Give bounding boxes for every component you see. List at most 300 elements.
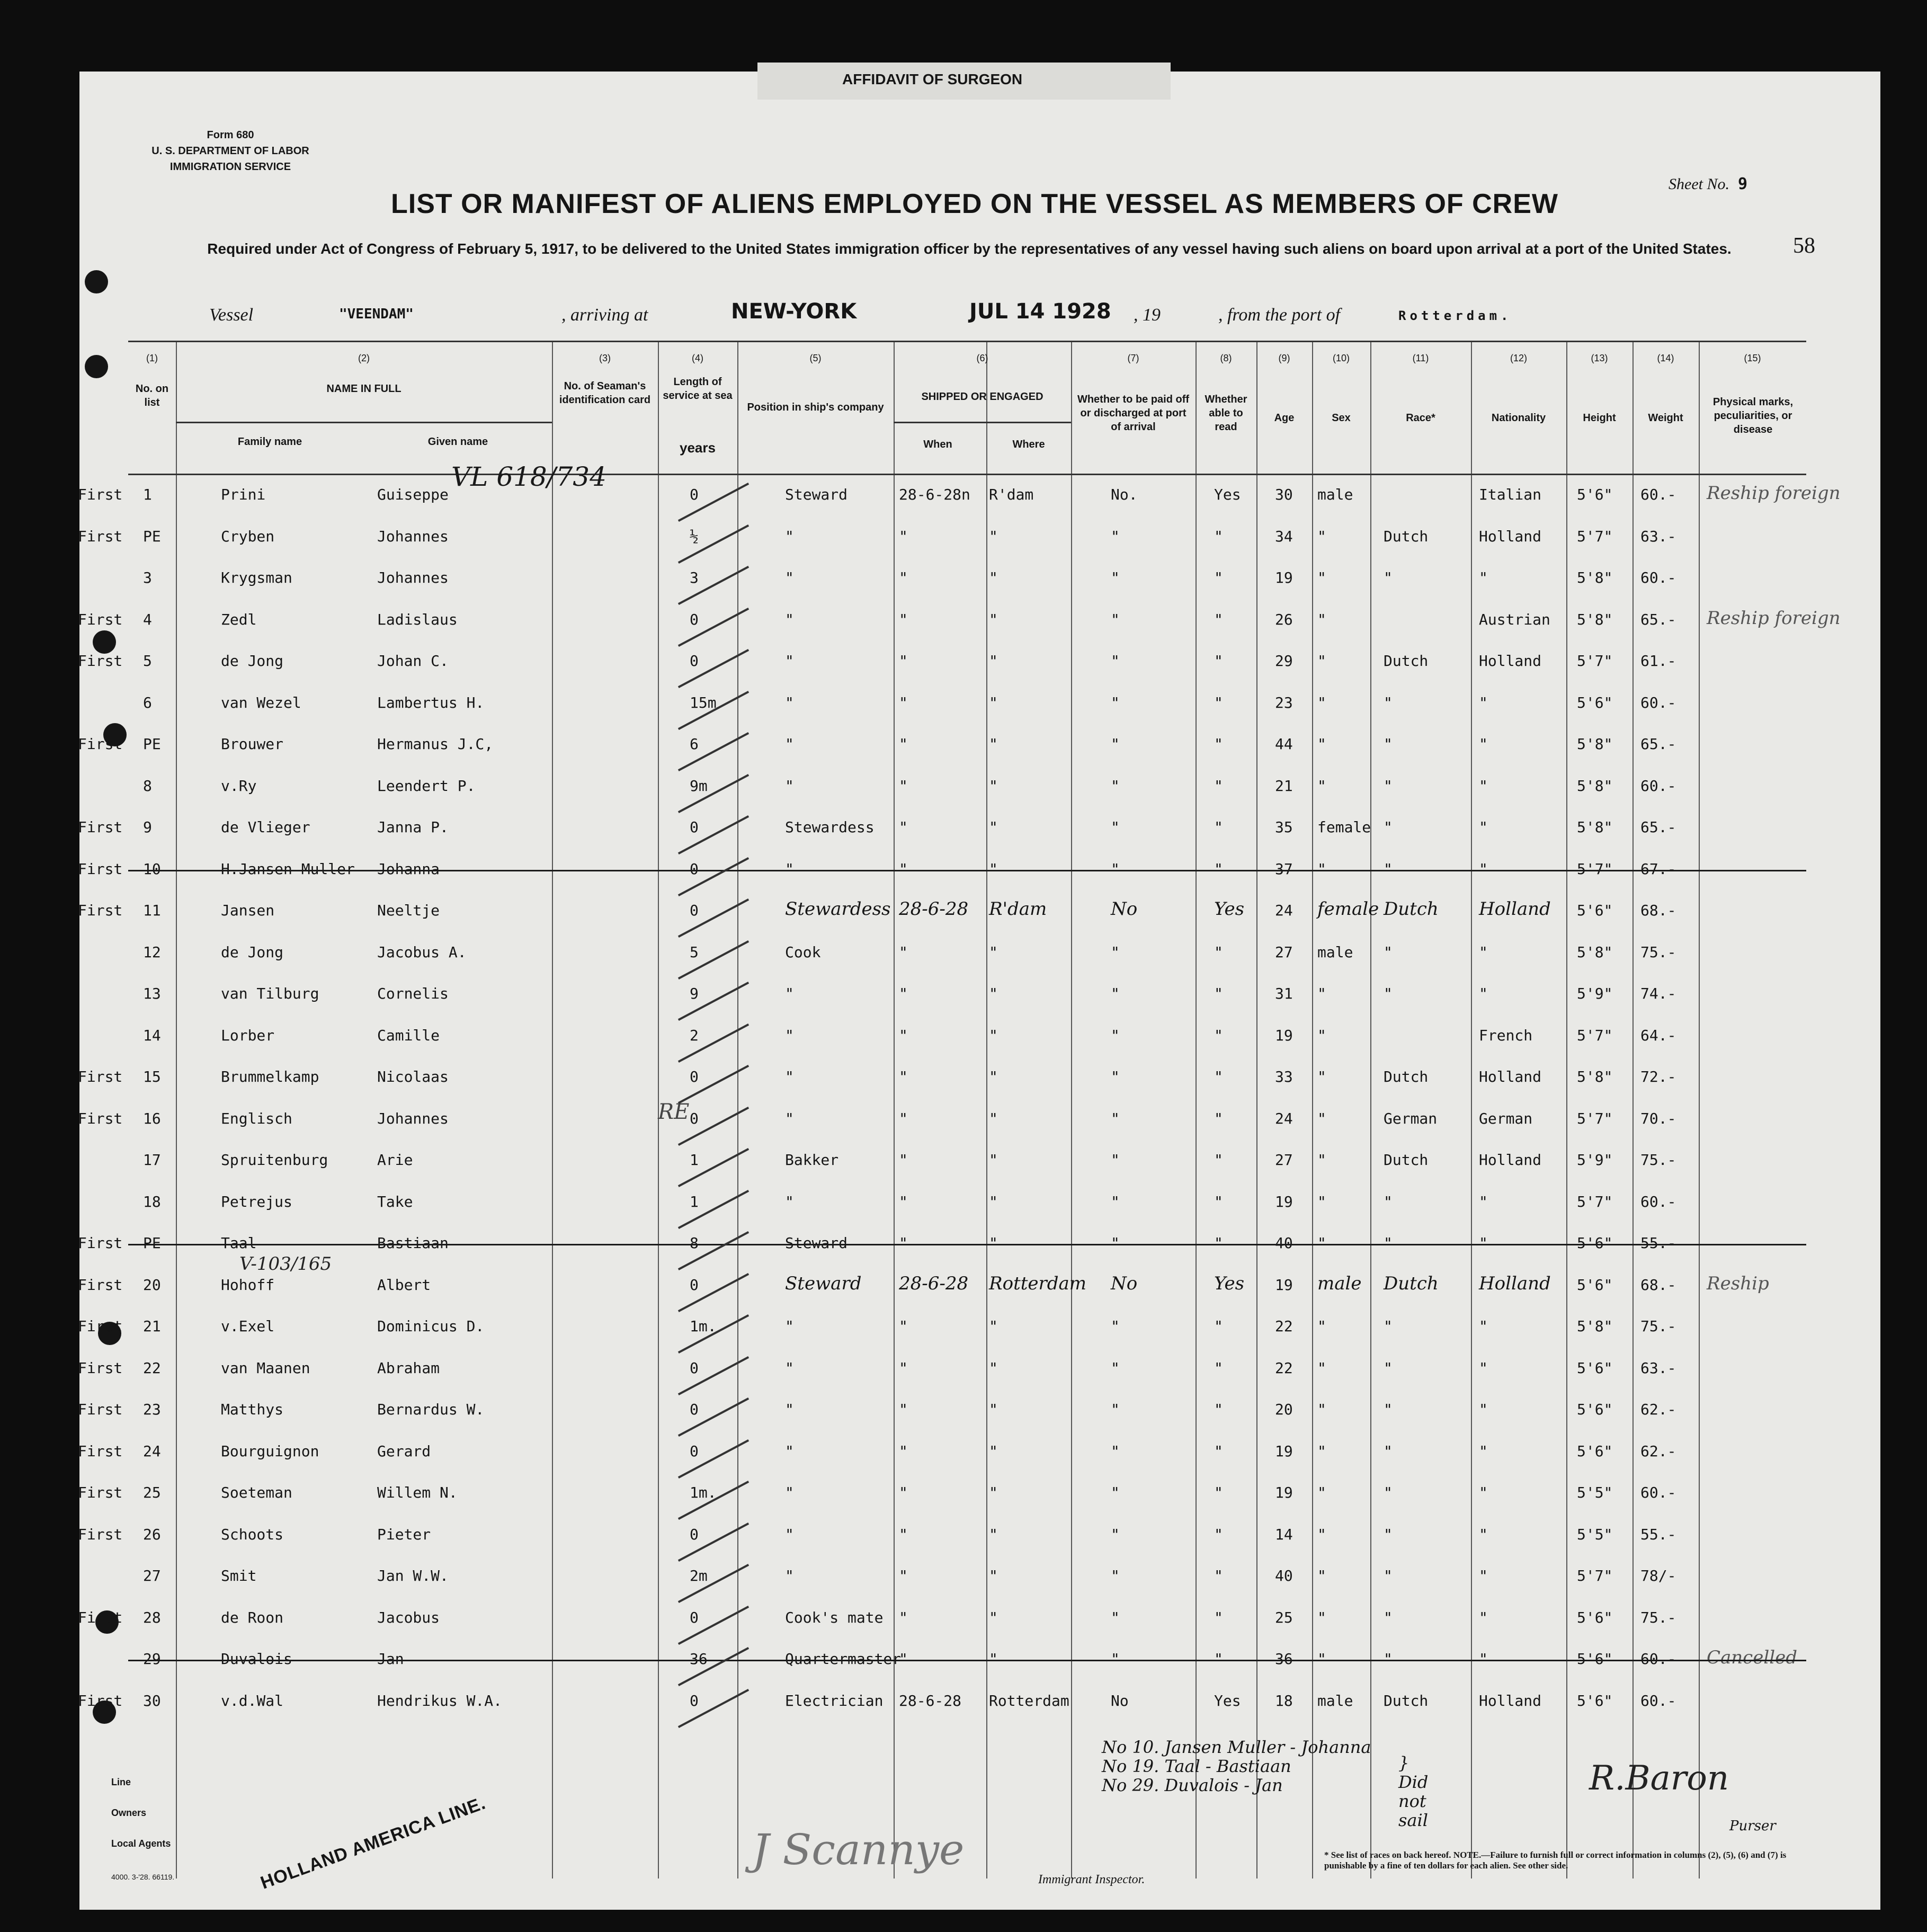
able-to-read: " <box>1214 527 1223 545</box>
shipped-when: " <box>899 1317 908 1335</box>
given-name: Guiseppe <box>377 486 449 503</box>
shipped-when: " <box>899 777 908 795</box>
col-num: (12) <box>1510 353 1527 363</box>
weight: 60.- <box>1640 569 1676 586</box>
nationality: Holland <box>1479 1068 1542 1085</box>
position: Electrician <box>785 1691 884 1710</box>
height: 5'8" <box>1577 569 1613 586</box>
shipped-where: " <box>989 1359 998 1377</box>
position: " <box>785 1109 794 1127</box>
nationality: " <box>1479 1442 1488 1460</box>
family-name: Zedl <box>221 610 257 628</box>
shipped-where: " <box>989 1442 998 1460</box>
family-name: v.Ry <box>221 777 257 795</box>
given-name: Nicolaas <box>377 1068 449 1085</box>
departure-port: Rotterdam. <box>1398 308 1512 323</box>
footnote: * See list of races on back hereof. NOTE.—Failure to furnish full or correct information in columns (2), (5), (6) and (7) is punishable by a fine of ten dollars for each alien. See other side. <box>1324 1850 1787 1871</box>
family-name: Taal <box>221 1234 257 1252</box>
position: Steward <box>785 486 848 503</box>
row-mark: First <box>78 818 123 836</box>
family-name: de Jong <box>221 943 284 961</box>
shipped-when: " <box>899 985 908 1002</box>
row-mark: First <box>78 1484 123 1501</box>
shipped-where: " <box>989 652 998 670</box>
col-num: (2) <box>358 353 370 363</box>
row-mark: First <box>78 1608 123 1626</box>
weight: 62.- <box>1640 1442 1676 1460</box>
row-number: 3 <box>143 569 152 586</box>
position: Stewardess <box>785 898 891 920</box>
able-to-read: " <box>1214 1525 1223 1543</box>
position: Cook's mate <box>785 1608 884 1626</box>
col-num: (9) <box>1278 353 1290 363</box>
weight: 55.- <box>1640 1234 1676 1252</box>
shipped-when: " <box>899 693 908 711</box>
table-row <box>128 1182 1806 1224</box>
family-name: Krygsman <box>221 569 292 586</box>
able-to-read: " <box>1214 943 1223 961</box>
service-length: 5 <box>690 943 699 961</box>
sex: " <box>1317 1484 1326 1501</box>
given-name: Jan <box>377 1650 404 1668</box>
table-row <box>78 1598 1806 1640</box>
shipped-where: " <box>989 1401 998 1418</box>
able-to-read: " <box>1214 777 1223 795</box>
shipped-where: " <box>989 1525 998 1543</box>
weight: 75.- <box>1640 943 1676 961</box>
weight: 60.- <box>1640 1484 1676 1501</box>
service-name: IMMIGRATION SERVICE <box>169 161 291 173</box>
service-length: 0 <box>690 902 699 919</box>
weight: 67.- <box>1640 860 1676 878</box>
nationality: Holland <box>1479 527 1542 545</box>
col-no-on-list: No. on list <box>135 383 169 408</box>
row-mark: First <box>78 860 123 878</box>
agents-label: Local Agents <box>111 1838 171 1849</box>
position: Cook <box>785 943 821 961</box>
age: 23 <box>1275 693 1293 711</box>
nationality: " <box>1479 1317 1488 1335</box>
sex: " <box>1317 1151 1326 1169</box>
shipped-where: " <box>989 1484 998 1501</box>
service-length: 0 <box>690 1359 699 1377</box>
nationality: Holland <box>1479 898 1551 920</box>
able-to-read: " <box>1214 1442 1223 1460</box>
sex: " <box>1317 1026 1326 1044</box>
able-to-read: " <box>1214 1650 1223 1668</box>
position: " <box>785 610 794 628</box>
row-mark: First <box>78 1691 123 1710</box>
shipped-where: " <box>989 1608 998 1626</box>
shipped-when: " <box>899 943 908 961</box>
service-length: 3 <box>690 569 699 586</box>
holland-america-stamp: HOLLAND AMERICA LINE. <box>257 1793 488 1893</box>
able-to-read: Yes <box>1214 486 1241 503</box>
table-row <box>78 891 1806 932</box>
col-num: (1) <box>146 353 158 363</box>
height: 5'7" <box>1577 652 1613 670</box>
shipped-when: " <box>899 1650 908 1668</box>
race: " <box>1384 943 1393 961</box>
age: 20 <box>1275 1401 1293 1418</box>
shipped-where: " <box>989 1650 998 1668</box>
given-name: Pieter <box>377 1525 431 1543</box>
able-to-read: " <box>1214 1608 1223 1626</box>
nationality: " <box>1479 777 1488 795</box>
age: 33 <box>1275 1068 1293 1085</box>
shipped-where: Rotterdam <box>989 1272 1087 1294</box>
height: 5'6" <box>1577 1276 1613 1294</box>
given-name: Arie <box>377 1151 413 1169</box>
shipped-where: " <box>989 569 998 586</box>
height: 5'8" <box>1577 1068 1613 1085</box>
age: 19 <box>1275 1192 1293 1210</box>
sex: male <box>1317 1272 1362 1294</box>
age: 24 <box>1275 902 1293 919</box>
height: 5'8" <box>1577 610 1613 628</box>
sex: " <box>1317 527 1326 545</box>
sex: " <box>1317 1650 1326 1668</box>
arriving-label: , arriving at <box>561 305 648 325</box>
sex: " <box>1317 860 1326 878</box>
surgeon-affidavit-label: AFFIDAVIT OF SURGEON <box>842 71 1023 87</box>
race: Dutch <box>1384 527 1429 545</box>
family-name: v.d.Wal <box>221 1691 284 1710</box>
col-num: (13) <box>1591 353 1608 363</box>
col-position: Position in ship's company <box>747 402 884 413</box>
able-to-read: " <box>1214 860 1223 878</box>
service-length: 0 <box>690 1608 699 1626</box>
paid-off: " <box>1111 818 1120 836</box>
family-name: Brouwer <box>221 735 284 753</box>
position: Steward <box>785 1272 862 1294</box>
paid-off: " <box>1111 527 1120 545</box>
sex: " <box>1317 985 1326 1002</box>
sex: female <box>1317 898 1379 920</box>
shipped-where: " <box>989 527 998 545</box>
service-length: 8 <box>690 1234 699 1252</box>
table-row <box>78 1349 1806 1390</box>
able-to-read: Yes <box>1214 1691 1241 1710</box>
nationality: Holland <box>1479 1151 1542 1169</box>
height: 5'7" <box>1577 1192 1613 1210</box>
did-not-sail-line: No 29. Duvalois - Jan <box>1102 1775 1283 1795</box>
race: " <box>1384 1484 1393 1501</box>
age: 19 <box>1275 1026 1293 1044</box>
sex: " <box>1317 1525 1326 1543</box>
able-to-read: Yes <box>1214 898 1245 920</box>
table-row <box>78 1390 1806 1431</box>
shipped-where: " <box>989 1234 998 1252</box>
family-name: de Jong <box>221 652 284 670</box>
row-mark: First <box>78 1109 123 1127</box>
shipped-where: " <box>989 1068 998 1085</box>
paid-off: " <box>1111 1359 1120 1377</box>
paid-off: " <box>1111 1068 1120 1085</box>
weight: 68.- <box>1640 902 1676 919</box>
owners-label: Owners <box>111 1808 147 1818</box>
sex: " <box>1317 569 1326 586</box>
paid-off: " <box>1111 1401 1120 1418</box>
service-length: 9 <box>690 985 699 1002</box>
position: " <box>785 693 794 711</box>
shipped-where: Rotterdam <box>989 1691 1069 1710</box>
race: Dutch <box>1384 652 1429 670</box>
shipped-where: " <box>989 1192 998 1210</box>
height: 5'6" <box>1577 1359 1613 1377</box>
row-mark: First <box>78 610 123 628</box>
family-name: Hohoff <box>221 1276 275 1294</box>
shipped-when: " <box>899 610 908 628</box>
weight: 60.- <box>1640 777 1676 795</box>
year-label: , 19 <box>1134 305 1161 325</box>
col-num: (7) <box>1127 353 1139 363</box>
family-name: Prini <box>221 486 266 503</box>
race: " <box>1384 1567 1393 1584</box>
shipped-when: " <box>899 1359 908 1377</box>
position: " <box>785 860 794 878</box>
col-height: Height <box>1583 412 1616 424</box>
able-to-read: " <box>1214 1401 1223 1418</box>
nationality: Austrian <box>1479 610 1550 628</box>
race: German <box>1384 1109 1438 1127</box>
row-mark: First <box>78 1401 123 1418</box>
age: 37 <box>1275 860 1293 878</box>
row-number: 1 <box>143 486 152 503</box>
nationality: " <box>1479 693 1488 711</box>
given-name: Janna P. <box>377 818 449 836</box>
paid-off: " <box>1111 610 1120 628</box>
age: 19 <box>1275 1484 1293 1501</box>
remarks: Reship foreign <box>1707 483 1841 504</box>
height: 5'9" <box>1577 985 1613 1002</box>
height: 5'6" <box>1577 1401 1613 1418</box>
family-name: Schoots <box>221 1525 284 1543</box>
age: 21 <box>1275 777 1293 795</box>
table-row <box>128 933 1806 974</box>
row-number: 4 <box>143 610 152 628</box>
able-to-read: " <box>1214 1359 1223 1377</box>
family-name: Englisch <box>221 1109 292 1127</box>
able-to-read: " <box>1214 1317 1223 1335</box>
col-paid-off: Whether to be paid off or discharged at port of arrival <box>1077 394 1190 433</box>
family-name: de Roon <box>221 1608 284 1626</box>
given-name: Albert <box>377 1276 431 1294</box>
family-name: Smit <box>221 1567 257 1584</box>
shipped-where: " <box>989 860 998 878</box>
shipped-where: " <box>989 1151 998 1169</box>
height: 5'6" <box>1577 486 1613 503</box>
row-number: 10 <box>143 860 161 878</box>
inspector-signature: J Scannye <box>752 1825 965 1874</box>
weight: 60.- <box>1640 1691 1676 1710</box>
weight: 64.- <box>1640 1026 1676 1044</box>
family-name: Petrejus <box>221 1192 292 1210</box>
shipped-when: " <box>899 1151 908 1169</box>
shipped-when: " <box>899 1442 908 1460</box>
shipped-where: R'dam <box>989 486 1034 503</box>
master-title: Purser <box>1729 1818 1776 1834</box>
able-to-read: " <box>1214 985 1223 1002</box>
age: 24 <box>1275 1109 1293 1127</box>
col-race: Race* <box>1406 412 1435 424</box>
given-name: Hermanus J.C, <box>377 735 494 753</box>
height: 5'5" <box>1577 1525 1613 1543</box>
col-sex: Sex <box>1332 412 1351 424</box>
arrival-date-stamp: JUL 14 1928 <box>969 299 1111 324</box>
nationality: " <box>1479 735 1488 753</box>
height: 5'8" <box>1577 1317 1613 1335</box>
row-number: 5 <box>143 652 152 670</box>
sex: " <box>1317 1068 1326 1085</box>
page-subtitle: Required under Act of Congress of February 5, 1917, to be delivered to the United States immigration officer by the representatives of any vessel having such aliens on board upon arrival at a port of the United States. <box>207 241 1732 257</box>
service-length: 0 <box>690 1442 699 1460</box>
row-mark: First <box>78 527 123 545</box>
col-num: (4) <box>692 353 703 363</box>
table-row <box>128 683 1806 725</box>
age: 18 <box>1275 1691 1293 1710</box>
sex: male <box>1317 486 1353 503</box>
row-mark: First <box>78 486 123 503</box>
family-name: van Maanen <box>221 1359 310 1377</box>
family-name: H.Jansen Muller <box>221 860 355 878</box>
given-name: Camille <box>377 1026 440 1044</box>
weight: 60.- <box>1640 486 1676 503</box>
row-number: 21 <box>143 1317 161 1335</box>
re-mark-note: RE <box>658 1100 690 1124</box>
shipped-where: " <box>989 735 998 753</box>
row-number: 23 <box>143 1401 161 1418</box>
sex: " <box>1317 652 1326 670</box>
service-length: 0 <box>690 1109 699 1127</box>
height: 5'8" <box>1577 818 1613 836</box>
shipped-where: " <box>989 1109 998 1127</box>
service-length: 0 <box>690 1525 699 1543</box>
sex: " <box>1317 735 1326 753</box>
row-number: 6 <box>143 693 152 711</box>
paid-off: " <box>1111 735 1120 753</box>
height: 5'6" <box>1577 1608 1613 1626</box>
able-to-read: " <box>1214 1109 1223 1127</box>
weight: 65.- <box>1640 610 1676 628</box>
age: 19 <box>1275 569 1293 586</box>
service-length: 2 <box>690 1026 699 1044</box>
row-mark: First <box>78 1276 123 1294</box>
height: 5'5" <box>1577 1484 1613 1501</box>
did-not-sail-line: No 10. Jansen Muller - Johanna <box>1102 1737 1371 1757</box>
weight: 75.- <box>1640 1151 1676 1169</box>
family-name: v.Exel <box>221 1317 275 1335</box>
given-name: Leendert P. <box>377 777 476 795</box>
sex: male <box>1317 1691 1353 1710</box>
shipped-when: " <box>899 527 908 545</box>
sex: " <box>1317 777 1326 795</box>
col-shipped-engaged: SHIPPED OR ENGAGED <box>921 391 1043 403</box>
vessel-name: "VEENDAM" <box>339 306 414 322</box>
shipped-when: " <box>899 1192 908 1210</box>
table-row <box>78 1473 1806 1515</box>
row-number: 11 <box>143 902 161 919</box>
row-number: 13 <box>143 985 161 1002</box>
weight: 78/- <box>1640 1567 1676 1584</box>
family-name: Bourguignon <box>221 1442 319 1460</box>
service-length: 1 <box>690 1192 699 1210</box>
row-number: 24 <box>143 1442 161 1460</box>
nationality: " <box>1479 985 1488 1002</box>
nationality: " <box>1479 1192 1488 1210</box>
given-name: Johannes <box>377 569 449 586</box>
family-name: van Wezel <box>221 693 301 711</box>
service-length: 36 <box>690 1650 708 1668</box>
weight: 60.- <box>1640 1192 1676 1210</box>
weight: 70.- <box>1640 1109 1676 1127</box>
position: " <box>785 735 794 753</box>
given-name: Bastiaan <box>377 1234 449 1252</box>
race: " <box>1384 1234 1393 1252</box>
row-mark: First <box>78 1359 123 1377</box>
paid-off: " <box>1111 985 1120 1002</box>
nationality: " <box>1479 860 1488 878</box>
age: 31 <box>1275 985 1293 1002</box>
weight: 68.- <box>1640 1276 1676 1294</box>
row-number: 17 <box>143 1151 161 1169</box>
nationality: Holland <box>1479 1691 1542 1710</box>
race: " <box>1384 693 1393 711</box>
paid-off: No <box>1111 1691 1129 1710</box>
service-length: 6 <box>690 735 699 753</box>
race: " <box>1384 1442 1393 1460</box>
weight: 60.- <box>1640 1650 1676 1668</box>
shipped-when: " <box>899 1484 908 1501</box>
age: 26 <box>1275 610 1293 628</box>
shipped-when: 28-6-28 <box>899 898 969 920</box>
did-not-sail-line: No 19. Taal - Bastiaan <box>1102 1756 1291 1776</box>
table-row <box>128 1556 1806 1598</box>
service-length: 1m. <box>690 1317 717 1335</box>
col-num: (3) <box>599 353 611 363</box>
paid-off: " <box>1111 1234 1120 1252</box>
race: Dutch <box>1384 1272 1439 1294</box>
able-to-read: " <box>1214 1026 1223 1044</box>
weight: 65.- <box>1640 735 1676 753</box>
row-number: 16 <box>143 1109 161 1127</box>
position: " <box>785 1068 794 1085</box>
shipped-when: " <box>899 1567 908 1584</box>
given-name: Abraham <box>377 1359 440 1377</box>
given-name: Johan C. <box>377 652 449 670</box>
table-row <box>78 1681 1806 1723</box>
col-num: (5) <box>809 353 822 363</box>
paid-off: " <box>1111 569 1120 586</box>
table-row <box>128 767 1806 808</box>
col-age: Age <box>1274 412 1295 424</box>
shipped-when: " <box>899 1608 908 1626</box>
family-name: Cryben <box>221 527 275 545</box>
given-name: Gerard <box>377 1442 431 1460</box>
service-length: 2m <box>690 1567 708 1584</box>
given-name: Jacobus A. <box>377 943 467 961</box>
table-row <box>78 1515 1806 1556</box>
position: " <box>785 985 794 1002</box>
row-number: PE <box>143 1234 161 1252</box>
age: 19 <box>1275 1276 1293 1294</box>
col-given-name: Given name <box>427 436 488 448</box>
row-number: 12 <box>143 943 161 961</box>
position: Quartermaster <box>785 1650 902 1668</box>
sex: " <box>1317 1317 1326 1335</box>
line-label: Line <box>111 1777 131 1787</box>
sex: " <box>1317 1234 1326 1252</box>
